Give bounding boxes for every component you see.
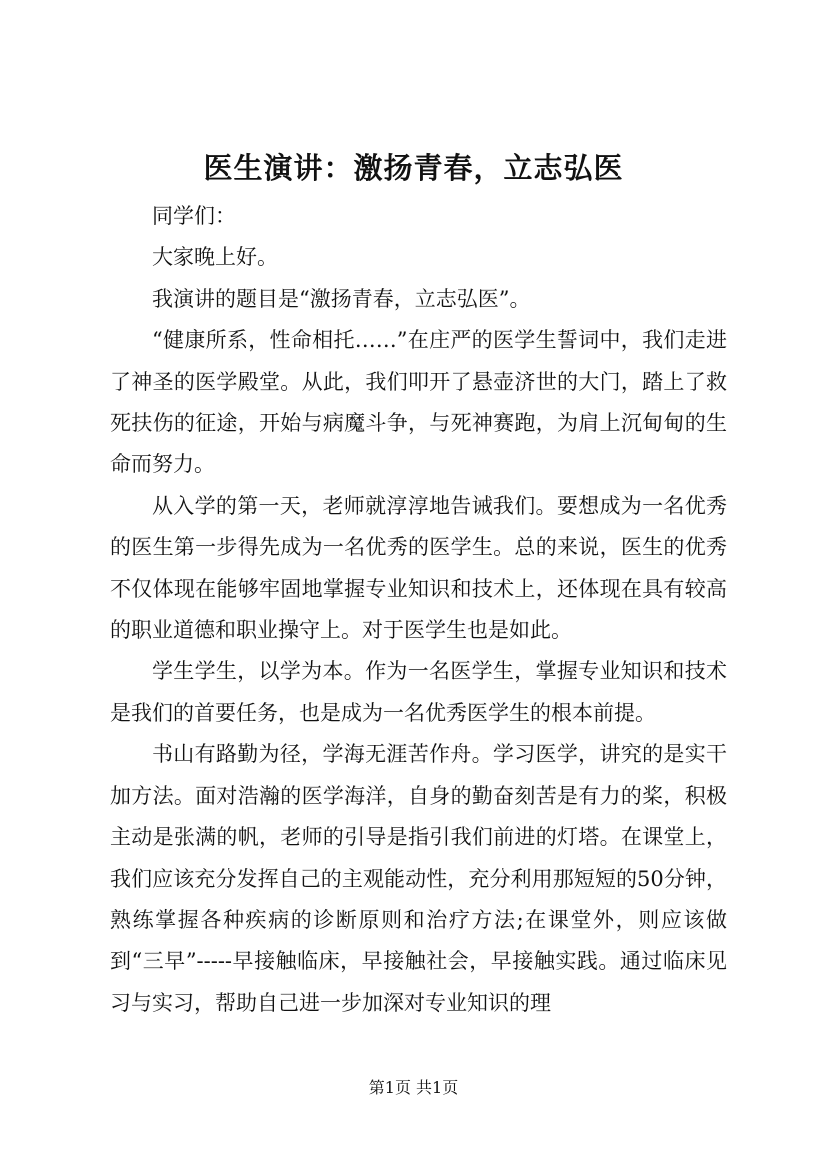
body-paragraph: “健康所系，性命相托……”在庄严的医学生誓词中，我们走进了神圣的医学殿堂。从此，我们叩开了悬壶济世的大门，踏上了救死扶伤的征途，开始与病魔斗争，与死神赛跑，为肩上沉甸甸的生命而努力。 (110, 328, 727, 477)
document-title: 医生演讲：激扬青春，立志弘医 (203, 151, 624, 185)
page-number-footer: 第1页 共1页 (368, 1078, 459, 1097)
greeting-paragraph: 大家晚上好。 (152, 245, 278, 270)
topic-paragraph: 我演讲的题目是“激扬青春，立志弘医”。 (152, 286, 531, 311)
body-paragraph: 从入学的第一天，老师就淳淳地告诫我们。要想成为一名优秀的医生第一步得先成为一名优秀的医学生。总的来说，医生的优秀不仅体现在能够牢固地掌握专业知识和技术上，还体现在具有较高的职业道德和职业操守上。对于医学生也是如此。 (110, 493, 727, 643)
body-paragraph: 学生学生，以学为本。作为一名医学生，掌握专业知识和技术是我们的首要任务，也是成为一名优秀医学生的根本前提。 (110, 659, 727, 725)
document-body (110, 196, 727, 1024)
salutation-paragraph: 同学们： (152, 204, 236, 228)
body-paragraph: 书山有路勤为径，学海无涯苦作舟。学习医学，讲究的是实干加方法。面对浩瀚的医学海洋，自身的勤奋刻苦是有力的桨，积极主动是张满的帆，老师的引导是指引我们前进的灯塔。在课堂上，我们应该充分发挥自己的主观能动性，充分利用那短短的50分钟，熟练掌握各种疾病的诊断原则和治疗方法;在课堂外，则应该做到“三早”-----早接触临床，早接触社会，早接触实践。通过临床见习与实习，帮助自己进一步加深对专业知识的理 (110, 742, 727, 1015)
